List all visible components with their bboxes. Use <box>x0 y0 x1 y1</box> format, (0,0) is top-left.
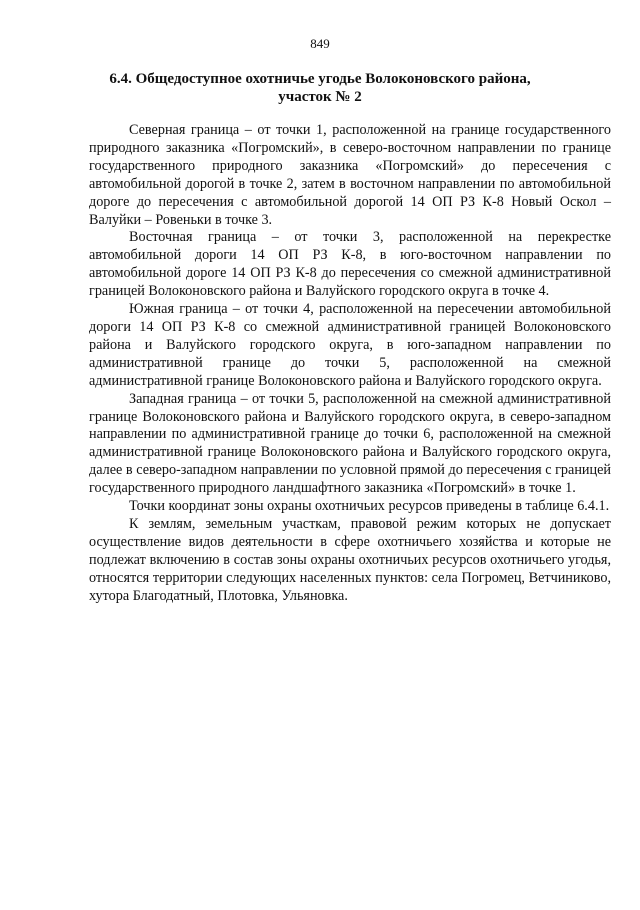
section-heading-line-1: 6.4. Общедоступное охотничье угодье Волоконовского района, <box>109 71 531 87</box>
section-heading-line-2: участок № 2 <box>278 89 362 105</box>
section-heading <box>90 70 550 106</box>
body-text <box>89 122 611 605</box>
paragraph-eastern-boundary: Восточная граница – от точки 3, расположенной на перекрестке автомобильной дороги 14 ОП РЗ К-8, в юго-восточном направлении по автомобильной дороге 14 ОП РЗ К-8 до пересечения со смежной административной границей Волоконовского района и Валуйского городского округа в точке 4. <box>89 229 611 300</box>
paragraph-excluded-lands: К землям, земельным участкам, правовой режим которых не допускает осуществление видов деятельности в сфере охотничьего хозяйства и которые не подлежат включению в состав зоны охраны охотничьих ресурсов охотничьего угодья, относятся территории следующих населенных пунктов: села Погромец, Ветчиниково, хутора Благодатный, Плотовка, Ульяновка. <box>89 515 611 604</box>
paragraph-coordinates-reference: Точки координат зоны охраны охотничьих ресурсов приведены в таблице 6.4.1. <box>129 498 610 515</box>
page-number: 849 <box>310 36 330 51</box>
paragraph-northern-boundary: Северная граница – от точки 1, расположенной на границе государственного природного заказника «Погромский», в северо-восточном направлении по границе государственного природного заказника «Погромский» до пересечения с автомобильной дорогой в точке 2, затем в восточном направлении по автомобильной дороге до пересечения с автомобильной дорогой 14 ОП РЗ К-8 Новый Оскол – Валуйки – Ровеньки в точке 3. <box>89 122 611 228</box>
paragraph-southern-boundary: Южная граница – от точки 4, расположенной на пересечении автомобильной дороги 14 ОП РЗ К-8 со смежной административной границей Волоконовского района и Валуйского городского округа, в юго-западном направлении по административной границе до точки 5, расположенной на смежной административной границе Волоконовского района и Валуйского городского округа. <box>89 301 611 389</box>
paragraph-western-boundary: Западная граница – от точки 5, расположенной на смежной административной границе Волоконовского района и Валуйского городского округа, в северо-западном направлении по административной границе до точки 6, расположенной на смежной административной границе Волоконовского района и Валуйского городского округа, далее в северо-западном направлении по условной прямой до пересечения с границей государственного природного ландшафтного заказника «Погромский» в точке 1. <box>89 390 611 497</box>
